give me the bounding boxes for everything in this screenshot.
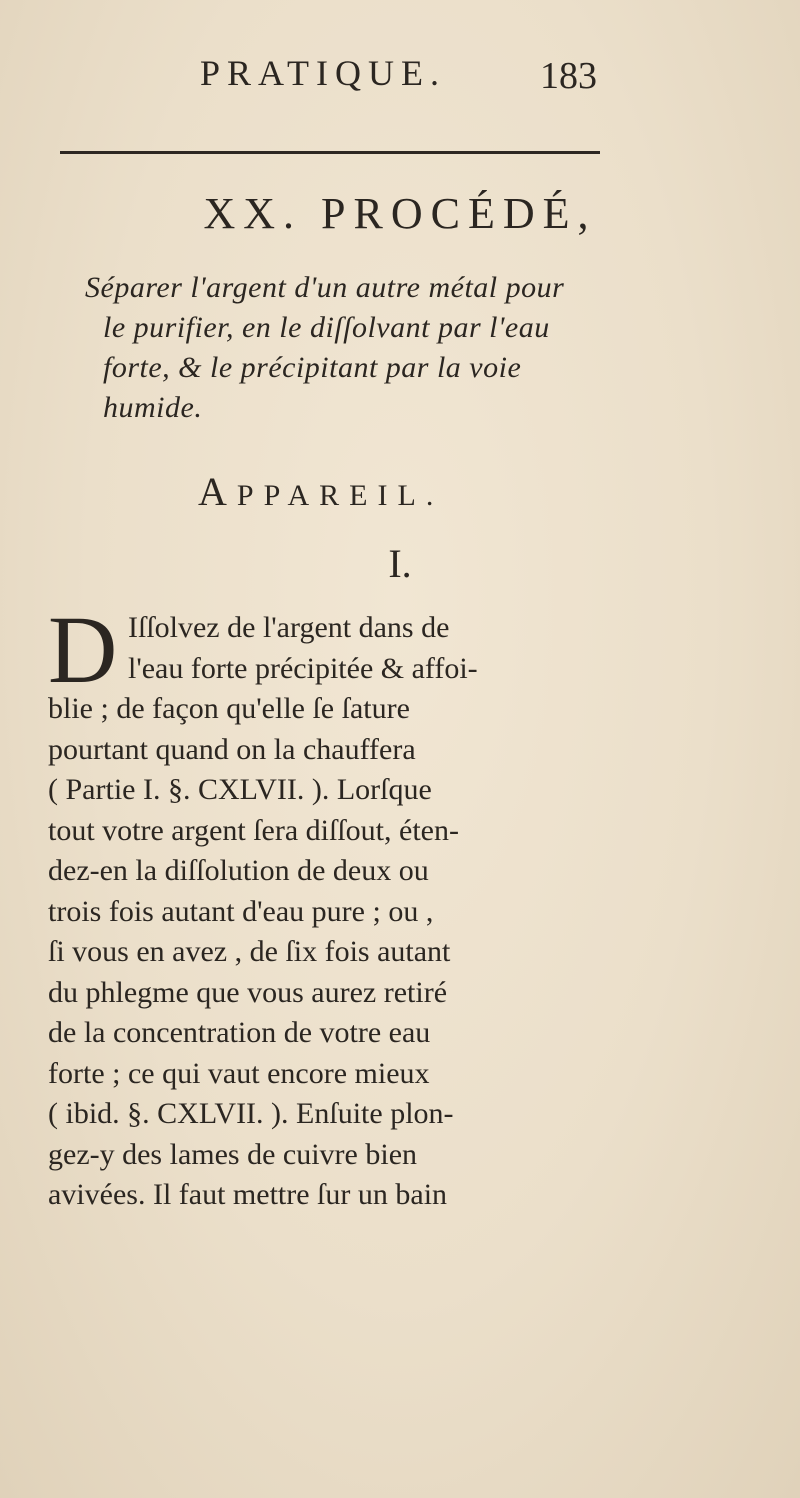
page-header — [0, 52, 800, 102]
subtitle-line: Séparer l'argent d'un autre métal pour — [85, 271, 565, 304]
section-label-rest: PPAREIL. — [236, 479, 444, 512]
body-line: gez-y des lames de cuivre bien — [48, 1137, 418, 1171]
body-line: du phlegme que vous aurez retiré — [48, 975, 448, 1009]
body-line: blie ; de façon qu'elle ſe ſature — [48, 692, 410, 725]
section-label — [198, 468, 443, 515]
subtitle-line: le purifier, en le diſſolvant par l'eau — [103, 311, 550, 344]
body-line: Iſſolvez de l'argent dans de — [128, 611, 450, 644]
body-text — [48, 596, 628, 1216]
body-line: ſi vous en avez , de ſix fois autant — [48, 935, 451, 968]
body-line: ( ibid. §. CXLVII. ). Enſuite plon- — [48, 1097, 454, 1130]
section-number: I. — [388, 541, 412, 586]
body-line: de la concentration de votre eau — [48, 1016, 431, 1049]
subtitle-line: forte, & le précipitant par la voie — [103, 351, 522, 384]
body-line: avivées. Il faut mettre ſur un bain — [48, 1178, 448, 1211]
body-line: pourtant quand on la chauffera — [48, 732, 416, 766]
body-line: forte ; ce qui vaut encore mieux — [48, 1056, 430, 1090]
drop-cap: D — [48, 596, 118, 703]
body-line: l'eau forte précipitée & affoi- — [128, 651, 478, 685]
body-line: trois fois autant d'eau pure ; ou , — [48, 894, 434, 928]
body-line: ( Partie I. §. CXLVII. ). Lorſque — [48, 773, 432, 806]
body-line: dez-en la diſſolution de deux ou — [48, 854, 429, 887]
running-head: PRATIQUE. — [200, 53, 447, 93]
procedure-heading: XX. PROCÉDÉ, — [203, 189, 597, 238]
subtitle-line: humide. — [103, 391, 203, 424]
section-label-initial: A — [198, 469, 237, 514]
procedure-subtitle — [85, 268, 645, 428]
page-number: 183 — [540, 55, 597, 97]
header-rule — [60, 151, 600, 154]
body-line: tout votre argent ſera diſſout, éten- — [48, 813, 459, 847]
